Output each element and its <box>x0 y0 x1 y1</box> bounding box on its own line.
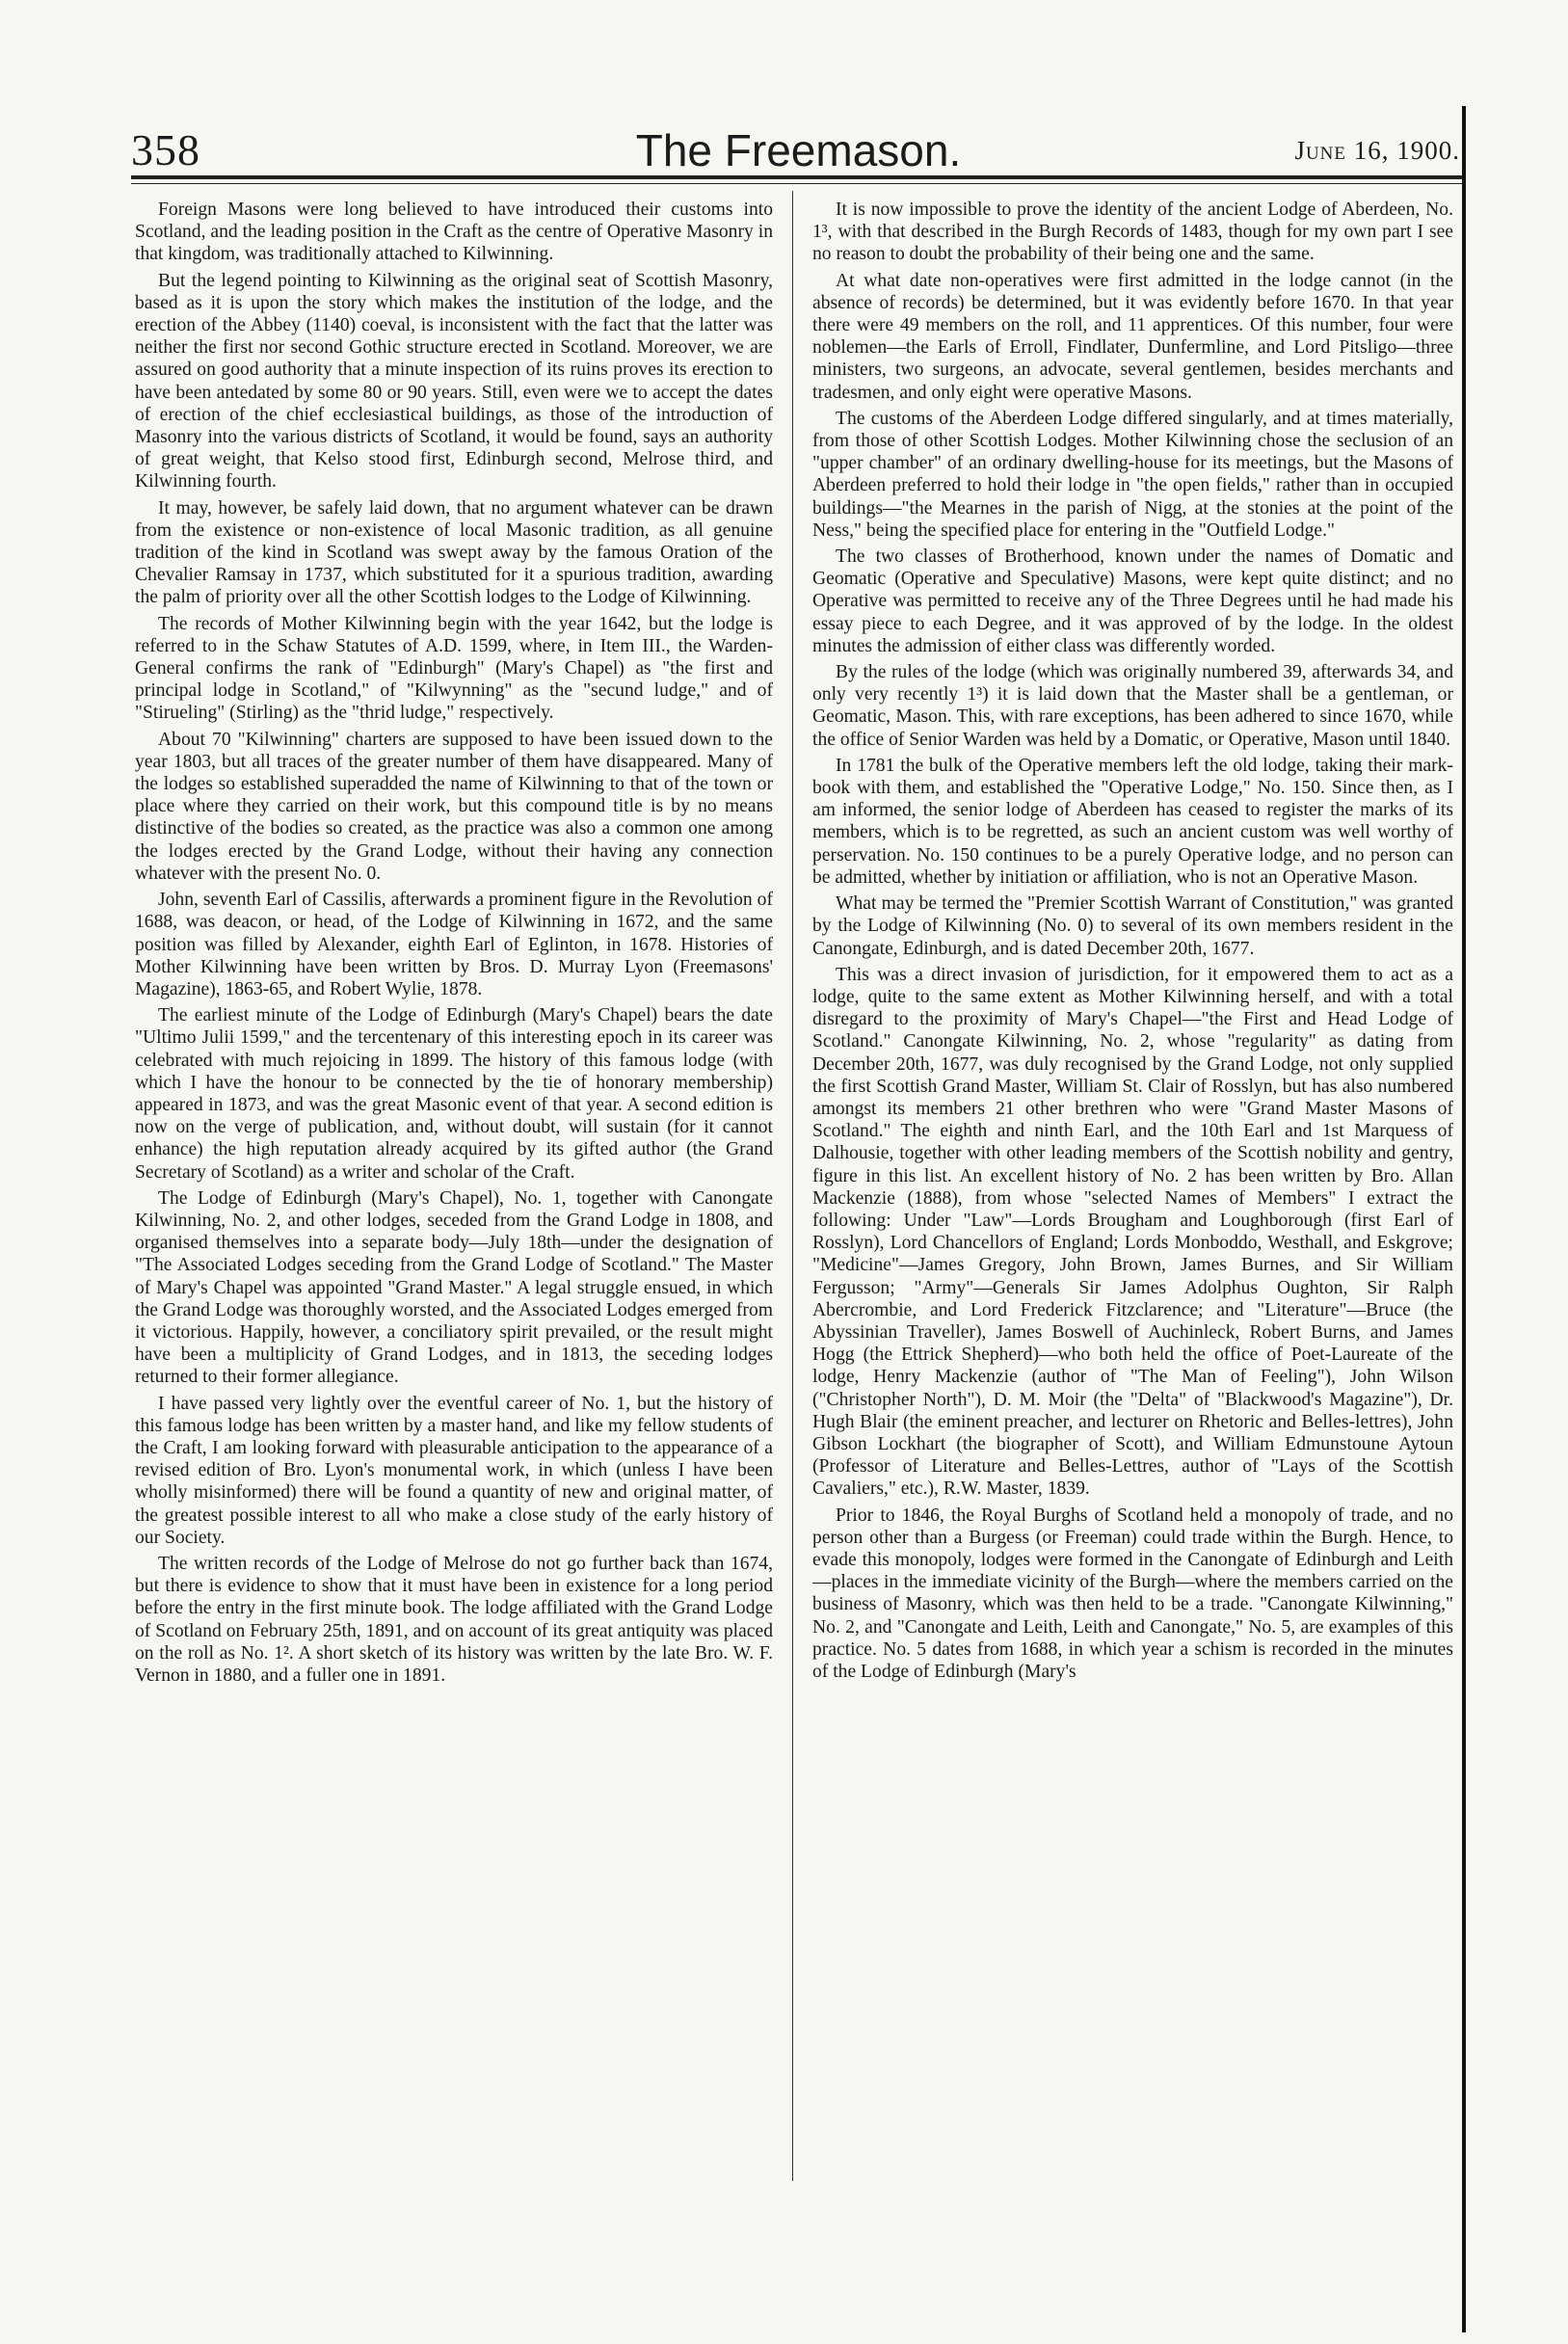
paragraph: The earliest minute of the Lodge of Edinburgh (Mary's Chapel) bears the date "Ultimo Julii 1599," and the tercentenary of this interesting epoch in its career was celebrated with much rejoicing in 1899. The history of this famous lodge (with which I have the honour to be connected by the tie of honorary membership) appeared in 1873, and was the great Masonic event of that year. A second edition is now on the verge of publication, and, without doubt, will sustain (for it cannot enhance) the high reputation already acquired by its gifted author (the Grand Secretary of Scotland) as a writer and scholar of the Craft. <box>135 1005 773 1183</box>
paragraph: Prior to 1846, the Royal Burghs of Scotland held a monopoly of trade, and no person other than a Burgess (or Freeman) could trade within the Burgh. Hence, to evade this monopoly, lodges were formed in the Canongate of Edinburgh and Leith—places in the immediate vicinity of the Burgh—where the members carried on the business of Masonry, which was then held to be a trade. "Canongate Kilwinning," No. 2, and "Canongate and Leith, Leith and Canongate," No. 5, are examples of this practice. No. 5 dates from 1688, in which year a schism is recorded in the minutes of the Lodge of Edinburgh (Mary's <box>812 1505 1453 1682</box>
issue-date: June 16, 1900. <box>1294 136 1460 165</box>
paragraph: I have passed very lightly over the eventful career of No. 1, but the history of this famous lodge has been written by a master hand, and like my fellow students of the Craft, I am looking forward with pleasurable anticipation to the appearance of a revised edition of Bro. Lyon's monumental work, in which (unless I have been wholly misinformed) there will be found a quantity of new and original matter, of the greatest possible interest to all who make a close study of the early history of our Society. <box>135 1393 773 1548</box>
header-rule <box>131 175 1466 179</box>
paragraph: John, seventh Earl of Cassilis, afterwards a prominent figure in the Revolution of 1688, was deacon, or head, of the Lodge of Kilwinning in 1672, and the same position was filled by Alexander, eighth Earl of Eglinton, in 1678. Histories of Mother Kilwinning have been written by Bros. D. Murray Lyon (Freemasons' Magazine), 1863-65, and Robert Wylie, 1878. <box>135 890 773 999</box>
page-number: 358 <box>131 125 200 174</box>
right-column <box>812 199 1453 2194</box>
column-divider <box>792 191 793 2181</box>
page-edge-rule <box>1462 106 1466 2332</box>
paragraph: The Lodge of Edinburgh (Mary's Chapel), No. 1, together with Canongate Kilwinning, No. 2, and other lodges, seceded from the Grand Lodge in 1808, and organised themselves into a separate body—July 18th—under the designation of "The Associated Lodges seceding from the Grand Lodge of Scotland." The Master of Mary's Chapel was appointed "Grand Master." A legal struggle ensued, in which the Grand Lodge was thoroughly worsted, and the Associated Lodges emerged from it victorious. Happily, however, a conciliatory spirit prevailed, or the result might have been a multiplicity of Grand Lodges, and in 1813, the seceding lodges returned to their former allegiance. <box>135 1187 773 1388</box>
paragraph: Foreign Masons were long believed to have introduced their customs into Scotland, and the leading position in the Craft as the centre of Operative Masonry in that kingdom, was traditionally attached to Kilwinning. <box>135 200 773 265</box>
paragraph: This was a direct invasion of jurisdiction, for it empowered them to act as a lodge, quite to the same extent as Mother Kilwinning herself, and with a total disregard to the proximity of Mary's Chapel—"the First and Head Lodge of Scotland." Canongate Kilwinning, No. 2, whose "regularity" as dating from December 20th, 1677, was duly recognised by the Grand Lodge, not only supplied the first Scottish Grand Master, William St. Clair of Rosslyn, but has also numbered amongst its members 21 other brethren who were "Grand Master Masons of Scotland." The eighth and ninth Earl, and the 10th Earl and 1st Marquess of Dalhousie, together with other leading members of the Scottish nobility and gentry, figure in this list. An excellent history of No. 2 has been written by Bro. Allan Mackenzie (1888), from whose "selected Names of Members" I extract the following: Under "Law"—Lords Brougham and Loughborough (first Earl of Rosslyn), Lord Chancellors of England; Lords Monboddo, Westhall, and Eskgrove; "Medicine"—James Gregory, John Brown, James Burnes, and Sir William Fergusson; "Army"—Generals Sir James Adolphus Oughton, Sir Ralph Abercrombie, and Lord Frederick Fitzclarence; and "Literature"—Bruce (the Abyssinian Traveller), James Boswell of Auchinleck, Robert Burns, and James Hogg (the Ettrick Shepherd)—who both held the office of Poet-Laureate of the lodge, Henry Mackenzie (author of "The Man of Feeling"), John Wilson ("Christopher North"), D. M. Moir (the "Delta" of "Blackwood's Magazine"), Dr. Hugh Blair (the eminent preacher, and lecturer on Rhetoric and Belles-lettres), John Gibson Lockhart (the biographer of Scott), and William Edmunstoune Aytoun (Professor of Literature and Belles-Lettres, author of "Lays of the Scottish Cavaliers," etc.), R.W. Master, 1839. <box>812 964 1453 1500</box>
paragraph: What may be termed the "Premier Scottish Warrant of Constitution," was granted by the Lodge of Kilwinning (No. 0) to several of its own members resident in the Canongate, Edinburgh, and is dated December 20th, 1677. <box>812 893 1453 959</box>
paragraph: It may, however, be safely laid down, that no argument whatever can be drawn from the existence or non-existence of local Masonic tradition, as all genuine tradition of the kind in Scotland was swept away by the famous Oration of the Chevalier Ramsay in 1737, which substituted for it a spurious tradition, awarding the palm of priority over all the other Scottish lodges to the Lodge of Kilwinning. <box>135 497 773 608</box>
paragraph: The records of Mother Kilwinning begin with the year 1642, but the lodge is referred to in the Schaw Statutes of A.D. 1599, where, in Item III., the Warden-General confirms the rank of "Edinburgh" (Mary's Chapel) as "the first and principal lodge in Scotland," of "Kilwynning" as the "secund ludge," and of "Stirueling" (Stirling) as the "thrid ludge," respectively. <box>135 613 773 724</box>
page-header <box>131 123 1466 177</box>
paragraph: But the legend pointing to Kilwinning as the original seat of Scottish Masonry, based as it is upon the story which makes the institution of the lodge, and the erection of the Abbey (1140) coeval, is inconsistent with the fact that the latter was neither the first nor second Gothic structure erected in Scotland. Moreover, we are assured on good authority that a minute inspection of its ruins proves its erection to have been antedated by some 80 or 90 years. Still, even were we to accept the dates of erection of the chief ecclesiastical buildings, as those of the introduction of Masonry into the various districts of Scotland, it would be found, says an authority of great weight, that Kelso stood first, Edinburgh second, Melrose third, and Kilwinning fourth. <box>135 270 773 493</box>
paragraph: The customs of the Aberdeen Lodge differed singularly, and at times materially, from those of other Scottish Lodges. Mother Kilwinning chose the seclusion of an "upper chamber" of an ordinary dwelling-house for its meetings, but the Masons of Aberdeen preferred to hold their lodge in "the open fields," rather than in occupied buildings—"the Mearnes in the parish of Nigg, at the stonies at the point of the Ness," being the specified place for entering in the "Outfield Lodge." <box>812 408 1453 541</box>
paragraph: By the rules of the lodge (which was originally numbered 39, afterwards 34, and only very recently 1³) it is laid down that the Master shall be a gentleman, or Geomatic, Mason. This, with rare exceptions, has been adhered to since 1670, while the office of Senior Warden was held by a Domatic, or Operative, Mason until 1840. <box>812 662 1453 750</box>
paragraph: The two classes of Brotherhood, known under the names of Domatic and Geomatic (Operative and Speculative) Masons, were kept quite distinct; and no Operative was permitted to receive any of the Three Degrees until he had made his essay piece to each Degree, and it was approved of by the lodge. In the oldest minutes the admission of either class was differently worded. <box>812 546 1453 656</box>
paragraph: The written records of the Lodge of Melrose do not go further back than 1674, but there is evidence to show that it must have been in existence for a long period before the entry in the first minute book. The lodge affiliated with the Grand Lodge of Scotland on February 25th, 1891, and on account of its great antiquity was placed on the roll as No. 1². A short sketch of its history was written by the late Bro. W. F. Vernon in 1880, and a fuller one in 1891. <box>135 1553 773 1686</box>
paragraph: At what date non-operatives were first admitted in the lodge cannot (in the absence of records) be determined, but it was evidently before 1670. In that year there were 49 members on the roll, and 11 apprentices. Of this number, four were noblemen—the Earls of Erroll, Findlater, Dunfermline, and Lord Pitsligo—three ministers, two surgeons, an advocate, several gentlemen, besides merchants and tradesmen, and only eight were operative Masons. <box>812 270 1453 403</box>
paragraph: In 1781 the bulk of the Operative members left the old lodge, taking their mark-book with them, and established the "Operative Lodge," No. 150. Since then, as I am informed, the senior lodge of Aberdeen has ceased to register the marks of its members, which is to be regretted, as such an ancient custom was well worthy of perservation. No. 150 continues to be a purely Operative lodge, and no person can be admitted, whether by initiation or affiliation, who is not an Operative Mason. <box>812 755 1453 888</box>
left-column <box>135 199 773 2194</box>
paragraph: It is now impossible to prove the identity of the ancient Lodge of Aberdeen, No. 1³, with that described in the Burgh Records of 1483, though for my own part I see no reason to doubt the probability of their being one and the same. <box>812 200 1453 265</box>
masthead: The Freemason. <box>635 125 962 175</box>
header-rule-thin <box>131 183 1466 184</box>
paragraph: About 70 "Kilwinning" charters are supposed to have been issued down to the year 1803, but all traces of the greater number of them have disappeared. Many of the lodges so established superadded the name of Kilwinning to that of the town or place where they carried on their work, but this compound title is by no means distinctive of the bodies so created, as the practice was also a common one among the lodges erected by the Grand Lodge, without their having any connection whatever with the present No. 0. <box>135 729 773 884</box>
